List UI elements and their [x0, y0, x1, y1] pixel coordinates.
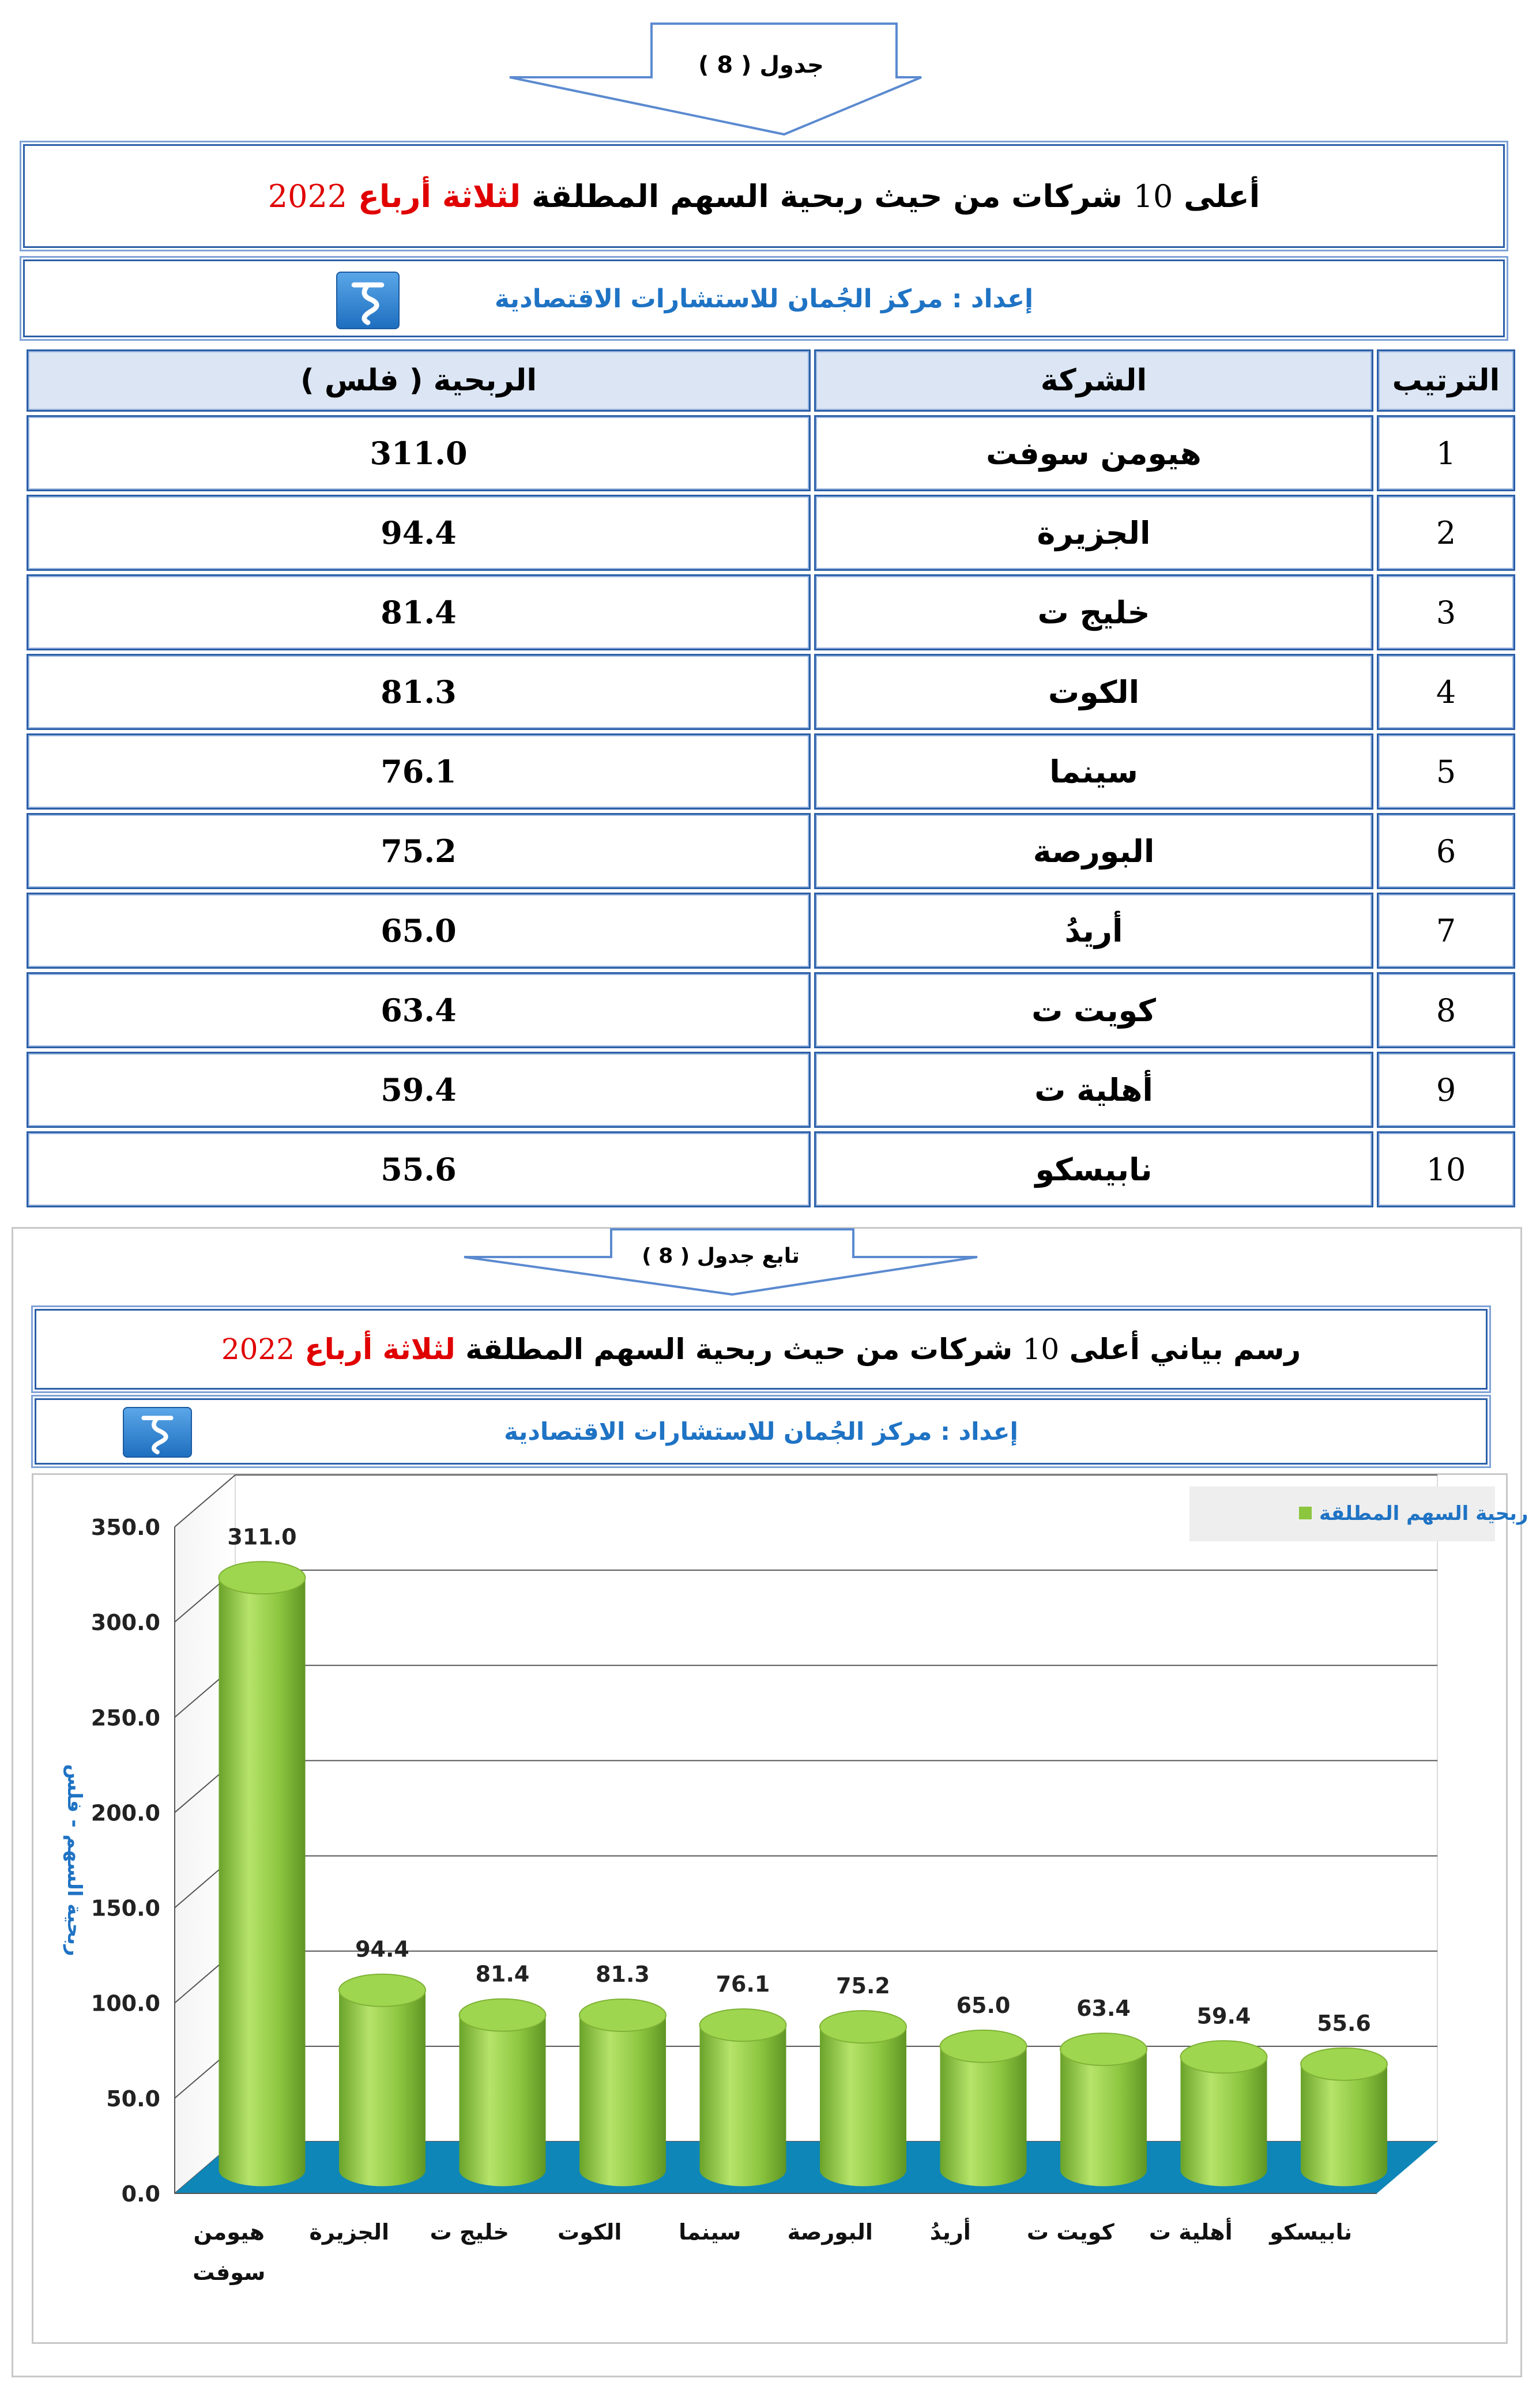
- rank-cell: 7: [1377, 893, 1515, 969]
- bar-top: [700, 2009, 786, 2041]
- rank-cell: 2: [1377, 495, 1515, 571]
- bar: [940, 2030, 1027, 2186]
- table-row: [27, 415, 1515, 491]
- eps-cell: 55.6: [27, 1131, 811, 1207]
- legend-label: ربحية السهم المطلقة: [1319, 1502, 1528, 1525]
- bar-chart: [33, 1475, 1528, 2342]
- bar-body: [219, 1578, 306, 2186]
- company-cell: أهلية ت: [814, 1052, 1373, 1128]
- chart-panel: [32, 1473, 1528, 2344]
- rank-cell: 5: [1377, 733, 1515, 810]
- eps-cell: 311.0: [27, 415, 811, 491]
- company-cell: هيومن سوفت: [814, 415, 1373, 491]
- table-title-box: [23, 144, 1505, 248]
- bar-top: [1060, 2033, 1147, 2065]
- eps-cell: 65.0: [27, 893, 811, 969]
- eps-cell: 81.3: [27, 654, 811, 730]
- y-tick-label: 350.0: [91, 1515, 160, 1540]
- table-row: [27, 1052, 1515, 1128]
- eps-cell: 63.4: [27, 972, 811, 1048]
- bar-body: [1060, 2049, 1147, 2186]
- bar-body: [700, 2025, 786, 2186]
- jumman-logo: [336, 272, 400, 329]
- y-tick-label: 200.0: [91, 1800, 160, 1826]
- bar-body: [940, 2046, 1027, 2186]
- data-label: 75.2: [836, 1973, 890, 1999]
- company-cell: سينما: [814, 733, 1373, 810]
- rank-cell: 10: [1377, 1131, 1515, 1207]
- data-label: 94.4: [355, 1936, 409, 1962]
- table-row: [27, 813, 1515, 889]
- bar-top: [460, 1999, 546, 2031]
- table-title: أعلى 10 شركات من حيث ربحية السهم المطلقة لثلاثة أرباع 2022: [268, 178, 1260, 214]
- chart-arrow-label: تابع جدول ( 8 ): [642, 1244, 800, 1268]
- table-row: [27, 495, 1515, 571]
- eps-cell: 59.4: [27, 1052, 811, 1128]
- table-credit-box: [23, 259, 1505, 337]
- company-cell: الجزيرة: [814, 495, 1373, 571]
- data-label: 76.1: [716, 1971, 770, 1997]
- x-tick-label: البورصة: [787, 2219, 873, 2245]
- y-tick-label: 150.0: [91, 1895, 160, 1921]
- legend-swatch: [1299, 1507, 1312, 1519]
- header-eps: الربحية ( فلس ): [27, 349, 811, 412]
- bar-top: [219, 1561, 306, 1594]
- table-row: [27, 893, 1515, 969]
- bar: [820, 2011, 906, 2186]
- header-company: الشركة: [814, 349, 1373, 412]
- x-tick-label: الكوت: [558, 2219, 622, 2245]
- bar-top: [820, 2011, 906, 2043]
- data-label: 311.0: [227, 1524, 297, 1550]
- bar-body: [579, 2015, 666, 2186]
- x-tick-label: هيومن: [193, 2219, 265, 2245]
- header-rank: الترتيب: [1377, 349, 1515, 412]
- company-cell: أريدُ: [814, 893, 1373, 969]
- table-row: [27, 972, 1515, 1048]
- bar: [579, 1999, 666, 2186]
- bar-top: [1181, 2041, 1267, 2073]
- company-cell: كويت ت: [814, 972, 1373, 1048]
- x-tick-label: أهلية ت: [1149, 2219, 1233, 2245]
- x-tick-label: الجزيرة: [309, 2219, 390, 2245]
- bar: [1060, 2033, 1147, 2186]
- eps-cell: 94.4: [27, 495, 811, 571]
- company-cell: الكوت: [814, 654, 1373, 730]
- chart-title: رسم بياني أعلى 10 شركات من حيث ربحية السهم المطلقة لثلاثة أرباع 2022: [221, 1333, 1301, 1366]
- rank-cell: 8: [1377, 972, 1515, 1048]
- bar: [1181, 2041, 1267, 2186]
- data-label: 81.4: [475, 1961, 530, 1987]
- data-label: 63.4: [1076, 1996, 1131, 2022]
- chart-title-box: [35, 1309, 1488, 1390]
- jumman-logo: [123, 1407, 192, 1458]
- bar-body: [339, 1990, 426, 2186]
- bar: [339, 1974, 426, 2186]
- rank-cell: 4: [1377, 654, 1515, 730]
- company-cell: خليج ت: [814, 574, 1373, 650]
- table-row: [27, 654, 1515, 730]
- bar-top: [940, 2030, 1027, 2063]
- bar-top: [579, 1999, 666, 2031]
- table-arrow-label: جدول ( 8 ): [698, 52, 824, 78]
- bar-top: [1301, 2048, 1387, 2080]
- y-tick-label: 0.0: [121, 2181, 160, 2207]
- data-label: 65.0: [956, 1992, 1011, 2018]
- data-label: 59.4: [1196, 2003, 1251, 2029]
- bar-top: [339, 1974, 426, 2007]
- y-tick-label: 250.0: [91, 1705, 160, 1731]
- rank-cell: 3: [1377, 574, 1515, 650]
- x-tick-label: نابيسكو: [1270, 2219, 1353, 2245]
- table-row: [27, 574, 1515, 650]
- chart-credit: إعداد : مركز الجُمان للاستشارات الاقتصادية: [504, 1417, 1018, 1446]
- table-credit: إعداد : مركز الجُمان للاستشارات الاقتصادية: [494, 284, 1034, 314]
- table-row: [27, 1131, 1515, 1207]
- rank-cell: 1: [1377, 415, 1515, 491]
- table-header-row: [27, 349, 1515, 412]
- rank-cell: 6: [1377, 813, 1515, 889]
- bar-body: [1181, 2057, 1267, 2186]
- x-tick-label: سوفت: [193, 2260, 266, 2285]
- x-tick-label: كويت ت: [1026, 2219, 1114, 2245]
- y-tick-label: 300.0: [91, 1610, 160, 1636]
- ranking-table: [23, 346, 1519, 1211]
- bar: [460, 1999, 546, 2186]
- bar: [1301, 2048, 1387, 2186]
- bar-body: [460, 2015, 546, 2186]
- rank-cell: 9: [1377, 1052, 1515, 1128]
- bar: [700, 2009, 786, 2186]
- eps-cell: 75.2: [27, 813, 811, 889]
- eps-cell: 81.4: [27, 574, 811, 650]
- x-tick-label: خليج ت: [430, 2219, 509, 2245]
- bar: [219, 1561, 306, 2186]
- x-tick-label: أريدُ: [929, 2219, 971, 2245]
- bar-body: [1301, 2064, 1387, 2186]
- chart-credit-box: [35, 1398, 1488, 1465]
- bar-body: [820, 2027, 906, 2186]
- eps-cell: 76.1: [27, 733, 811, 810]
- x-tick-label: سينما: [679, 2219, 741, 2245]
- y-axis-title: ربحية السهم - فلس: [63, 1764, 86, 1956]
- table-row: [27, 733, 1515, 810]
- y-tick-label: 50.0: [106, 2086, 160, 2112]
- data-label: 55.6: [1317, 2010, 1371, 2036]
- company-cell: نابيسكو: [814, 1131, 1373, 1207]
- data-label: 81.3: [596, 1961, 650, 1987]
- arrow-down-icon: [507, 22, 923, 137]
- company-cell: البورصة: [814, 813, 1373, 889]
- y-tick-label: 100.0: [91, 1990, 160, 2016]
